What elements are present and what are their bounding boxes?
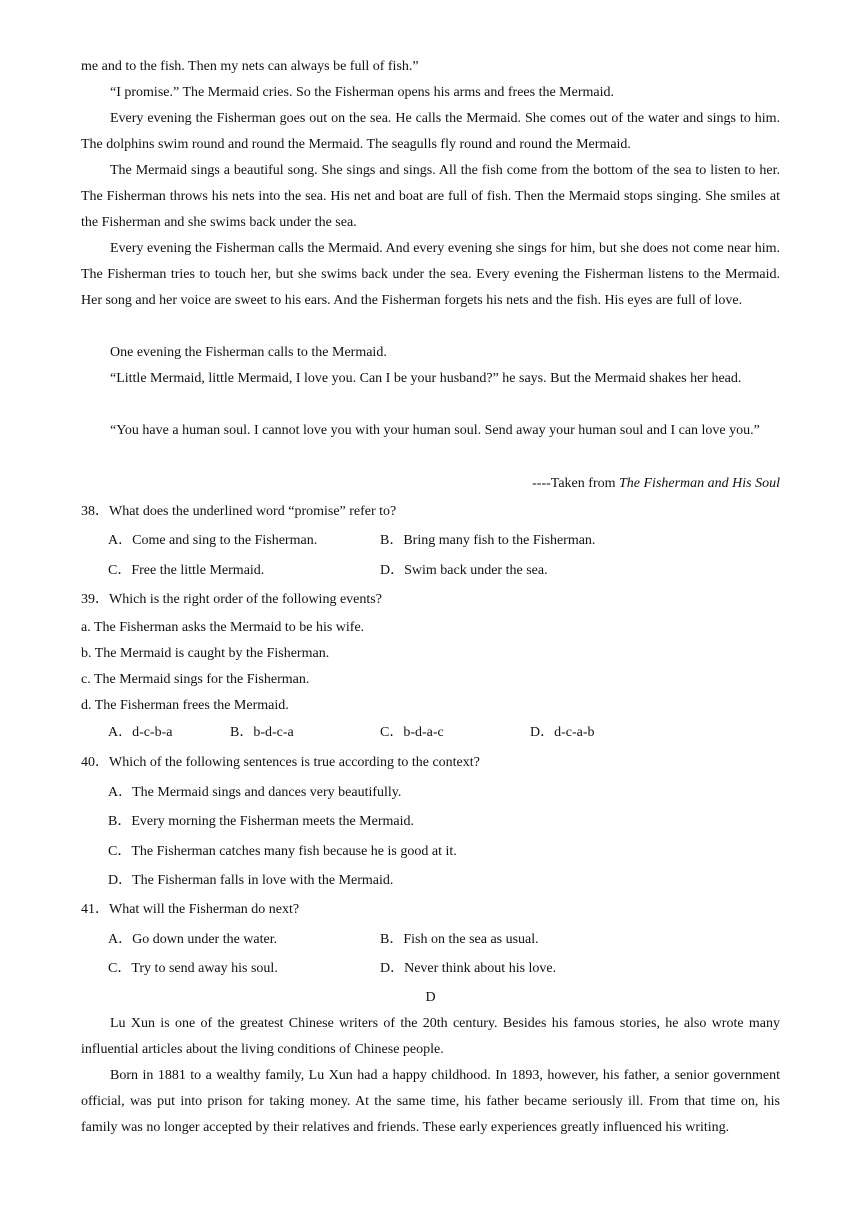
story-paragraph-3: The Mermaid sings a beautiful song. She sings and sings. All the fish come from the bottom of the sea to listen to her. The Fisherman throws his nets into the sea. His net and boat are full of fish. Then the Mermaid stops singing. She smiles at the Fisherman and she swims back under the sea. [81,163,780,230]
question-39-option-b[interactable]: B．b-d-c-a [230,725,294,740]
question-38-option-b[interactable]: B．Bring many fish to the Fisherman. [380,533,596,548]
story-paragraph-4: Every evening the Fisherman calls the Mermaid. And every evening she sings for him, but she does not come near him. The Fisherman tries to touch her, but she swims back under the sea. Every evening the Fisherman listens to the Mermaid. Her song and her voice are sweet to his ears. And the Fisherman forgets his nets and the fish. His eyes are full of love. [81,241,780,308]
question-41-option-c[interactable]: C．Try to send away his soul. [108,961,278,976]
question-38-option-c[interactable]: C．Free the little Mermaid. [108,563,265,578]
source-prefix: ----Taken from [532,476,619,491]
story-paragraph-0: me and to the fish. Then my nets can always be full of fish.” [81,59,419,74]
section-d-heading: D [425,990,436,1005]
question-39-option-d[interactable]: D．d-c-a-b [530,725,595,740]
source-title: The Fisherman and His Soul [619,476,780,491]
story-paragraph-1: “I promise.” The Mermaid cries. So the Fisherman opens his arms and frees the Mermaid. [110,85,614,100]
question-41-option-d[interactable]: D．Never think about his love. [380,961,557,976]
question-39-event-c: c. The Mermaid sings for the Fisherman. [81,672,310,687]
question-39-event-b: b. The Mermaid is caught by the Fisherman. [81,646,330,661]
story-paragraph-5: One evening the Fisherman calls to the Mermaid. [110,345,387,360]
question-41-stem: 41．What will the Fisherman do next? [81,902,300,917]
question-38-stem: 38．What does the underlined word “promise” refer to? [81,504,397,519]
story-source [81,471,780,497]
question-41-option-a[interactable]: A．Go down under the water. [108,932,278,947]
question-41-option-b[interactable]: B．Fish on the sea as usual. [380,932,539,947]
question-40-option-d[interactable]: D．The Fisherman falls in love with the Mermaid. [108,873,394,888]
question-38-option-a[interactable]: A．Come and sing to the Fisherman. [108,533,318,548]
question-39-option-a[interactable]: A．d-c-b-a [108,725,173,740]
story-paragraph-2: Every evening the Fisherman goes out on the sea. He calls the Mermaid. She comes out of the water and sings to him. The dolphins swim round and round the Mermaid. The seagulls fly round and round the Mermaid. [81,111,780,152]
section-d-paragraph-1: Lu Xun is one of the greatest Chinese writers of the 20th century. Besides his famous stories, he also wrote many influential articles about the living conditions of Chinese people. [81,1016,780,1057]
question-39-stem: 39．Which is the right order of the following events? [81,592,382,607]
story-paragraph-6: “Little Mermaid, little Mermaid, I love you. Can I be your husband?” he says. But the Mermaid shakes her head. [110,371,742,386]
question-39-event-a: a. The Fisherman asks the Mermaid to be his wife. [81,620,365,635]
section-d-paragraph-2: Born in 1881 to a wealthy family, Lu Xun had a happy childhood. In 1893, however, his father, a senior government official, was put into prison for taking money. At the same time, his father became seriously ill. From that time on, his family was no longer accepted by their relatives and friends. These early experiences greatly influenced his writing. [81,1068,780,1135]
question-40-option-a[interactable]: A．The Mermaid sings and dances very beautifully. [108,785,402,800]
question-40-option-c[interactable]: C．The Fisherman catches many fish because he is good at it. [108,844,457,859]
question-39-option-c[interactable]: C．b-d-a-c [380,725,444,740]
question-40-option-b[interactable]: B．Every morning the Fisherman meets the Mermaid. [108,814,414,829]
question-40-stem: 40．Which of the following sentences is true according to the context? [81,755,480,770]
story-paragraph-7: “You have a human soul. I cannot love you with your human soul. Send away your human soul and I can love you.” [110,423,760,438]
question-38-option-d[interactable]: D．Swim back under the sea. [380,563,548,578]
question-39-event-d: d. The Fisherman frees the Mermaid. [81,698,289,713]
